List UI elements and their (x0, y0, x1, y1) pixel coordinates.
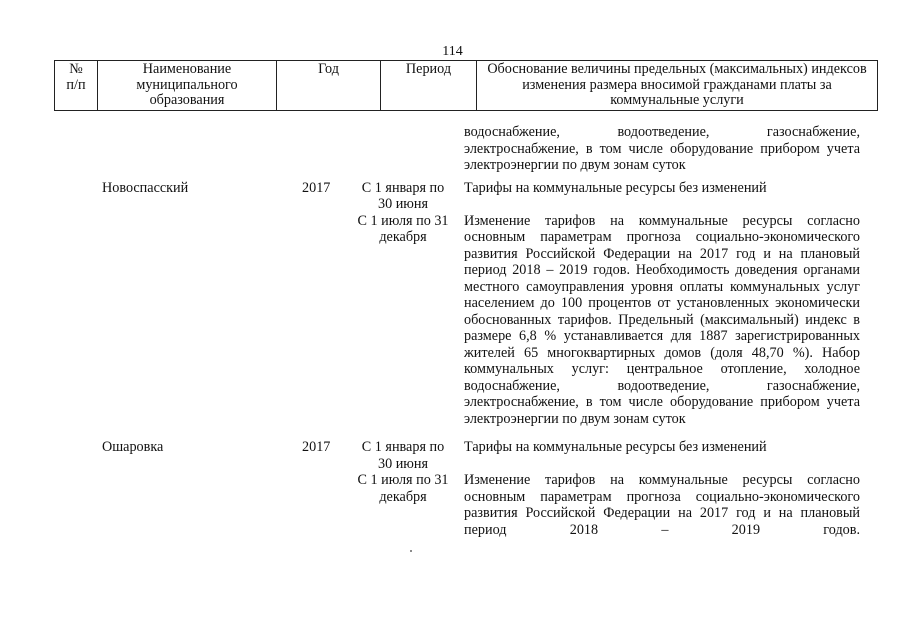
header-period: Период (381, 61, 477, 111)
text-second-half: Изменение тарифов на коммунальные ресурсы согласно основным параметрам прогноза социально-экономического развития Российской Федерации на 2017 год и на плановый период 2018 – 2019 годов. Необходимость доведения органами местного самоуправления уровня оплаты коммунальных услуг населением до 100 процентов от установленных экономически обоснованных тарифов. Предельный (максимальный) индекс в размере 6,8 % устанавливается для 1887 зарегистрированных жителей 65 многоквартирных домов (доля 48,70 %). Набор коммунальных услуг: центральное отопление, холодное водоснабжение, водоотведение, газоснабжение, электроснабжение, в том числе оборудование прибором учета электроэнергии по двум зонам суток (464, 212, 860, 427)
stray-mark (410, 550, 412, 552)
page-number: 114 (442, 44, 463, 59)
text-second-half: Изменение тарифов на коммунальные ресурсы согласно основным параметрам прогноза социально-экономического развития Российской Федерации на 2017 год и на плановый период 2018 – 2019 годов. (464, 472, 860, 538)
header-name: Наименование муниципального образования (98, 61, 277, 111)
table-row (54, 213, 862, 428)
year-cell: 2017 (302, 179, 331, 196)
header-year: Год (277, 61, 381, 111)
municipality-name: Ошаровка (102, 439, 164, 455)
table-row (54, 180, 862, 213)
municipality-name: Новоспасский (102, 179, 189, 196)
text-first-half: Тарифы на коммунальные ресурсы без изменений (464, 439, 767, 455)
table-row (54, 439, 862, 472)
header-num: № п/п (55, 61, 98, 111)
carryover-row (54, 124, 862, 174)
period-second-half: С 1 июля по 31 декабря (357, 212, 449, 245)
year-cell: 2017 (302, 439, 331, 455)
period-second-half: С 1 июля по 31 декабря (357, 472, 449, 505)
period-first-half: С 1 января по 30 июня (361, 179, 445, 212)
period-first-half: С 1 января по 30 июня (361, 439, 445, 472)
table-body (54, 124, 862, 538)
text-first-half: Тарифы на коммунальные ресурсы без изменений (464, 179, 767, 196)
table-header (54, 60, 878, 111)
table-row (54, 472, 862, 538)
carryover-text: водоснабжение, водоотведение, газоснабжение, электроснабжение, в том числе оборудование прибором учета электроэнергии по двум зонам суток (464, 124, 860, 173)
header-justification: Обоснование величины предельных (максимальных) индексов изменения размера вносимой гражданами платы за коммунальные услуги (477, 61, 878, 111)
